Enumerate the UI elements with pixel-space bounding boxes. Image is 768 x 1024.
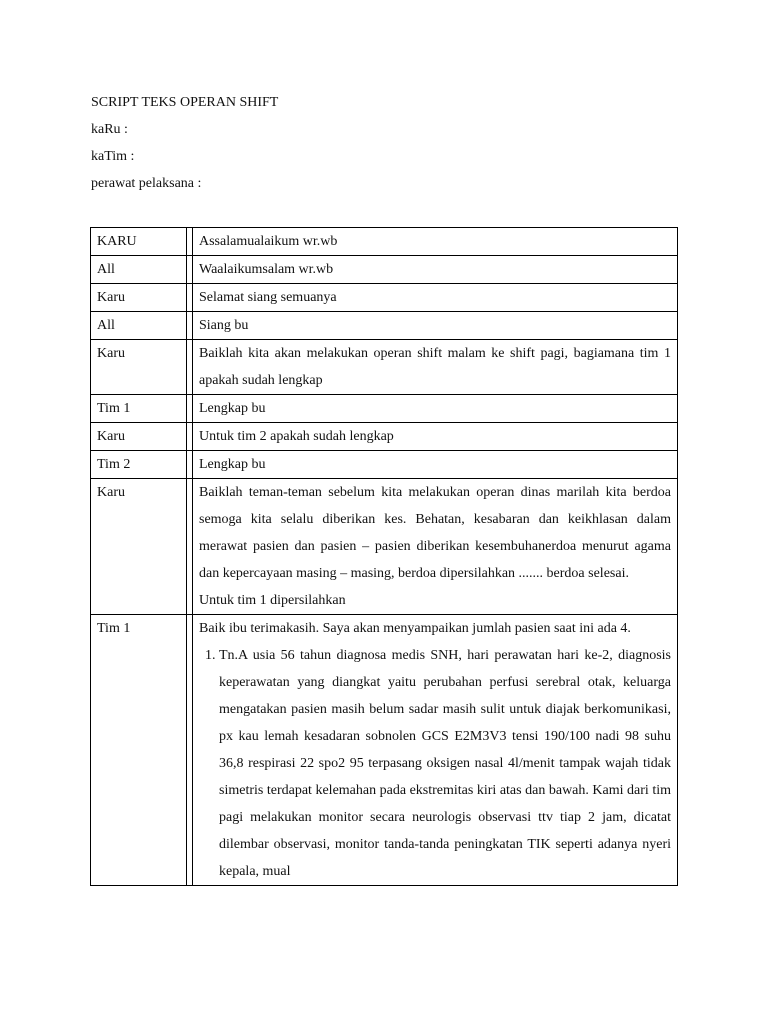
document-title: SCRIPT TEKS OPERAN SHIFT — [91, 95, 279, 110]
perawat-pelaksana-label: perawat pelaksana : — [91, 176, 202, 191]
speaker-cell: Tim 2 — [91, 451, 187, 479]
table-row — [91, 284, 678, 312]
speaker-cell: Karu — [91, 284, 187, 312]
table-row — [91, 340, 678, 395]
table-row — [91, 451, 678, 479]
speaker-cell: All — [91, 256, 187, 284]
speaker-cell: Tim 1 — [91, 615, 187, 886]
patient-list — [199, 642, 671, 885]
table-row — [91, 615, 678, 886]
table-row — [91, 312, 678, 340]
speech-cell: Waalaikumsalam wr.wb — [193, 256, 678, 284]
speaker-cell: KARU — [91, 228, 187, 256]
speaker-cell: Karu — [91, 423, 187, 451]
speech-paragraph: Untuk tim 1 dipersilahkan — [199, 593, 346, 608]
speaker-cell: All — [91, 312, 187, 340]
speech-cell: Siang bu — [193, 312, 678, 340]
speech-cell: Lengkap bu — [193, 395, 678, 423]
speech-cell: Baiklah kita akan melakukan operan shift malam ke shift pagi, bagiamana tim 1 apakah sudah lengkap — [193, 340, 678, 395]
table-row — [91, 479, 678, 615]
operan-script-table — [90, 227, 678, 886]
table-row — [91, 423, 678, 451]
list-item: 1. Tn.A usia 56 tahun diagnosa medis SNH, hari perawatan hari ke-2, diagnosis keperawatan yang diangkat yaitu perubahan perfusi serebral otak, keluarga mengatakan pasien masih belum sadar masih sulit untuk diajak berkomunikasi, px kau lemah kesadaran sobnolen GCS E2M3V3 tensi 190/100 nadi 98 suhu 36,8 respirasi 22 spo2 95 terpasang oksigen nasal 4l/menit tampak wajah tidak simetris terdapat kelemahan pada ekstremitas kiri atas dan bawah. Kami dari tim pagi melakukan monitor secara neurologis observasi ttv tiap 2 jam, dicatat dilembar observasi, monitor tanda-tanda peningkatan TIK seperti adanya nyeri kepala, mual — [219, 642, 671, 885]
karu-label: kaRu : — [91, 122, 128, 137]
speaker-cell: Karu — [91, 479, 187, 615]
speech-cell — [193, 615, 678, 886]
table-row — [91, 395, 678, 423]
katim-label: kaTim : — [91, 149, 135, 164]
table-row — [91, 256, 678, 284]
speech-paragraph: Baik ibu terimakasih. Saya akan menyampaikan jumlah pasien saat ini ada 4. — [199, 621, 631, 636]
table-row — [91, 228, 678, 256]
speech-paragraph: Baiklah teman-teman sebelum kita melakukan operan dinas marilah kita berdoa semoga kita selalu diberikan kes. Behatan, kesabaran dan keikhlasan dalam merawat pasien dan pasien – pasien diberikan kesembuhanerdoa menurut agama dan kepercayaan masing – masing, berdoa dipersilahkan ....... berdoa selesai. — [199, 485, 671, 581]
speaker-cell: Karu — [91, 340, 187, 395]
speech-cell — [193, 479, 678, 615]
speech-cell: Untuk tim 2 apakah sudah lengkap — [193, 423, 678, 451]
speech-cell: Selamat siang semuanya — [193, 284, 678, 312]
speech-cell: Assalamualaikum wr.wb — [193, 228, 678, 256]
speech-cell: Lengkap bu — [193, 451, 678, 479]
speaker-cell: Tim 1 — [91, 395, 187, 423]
document-header — [91, 92, 278, 200]
